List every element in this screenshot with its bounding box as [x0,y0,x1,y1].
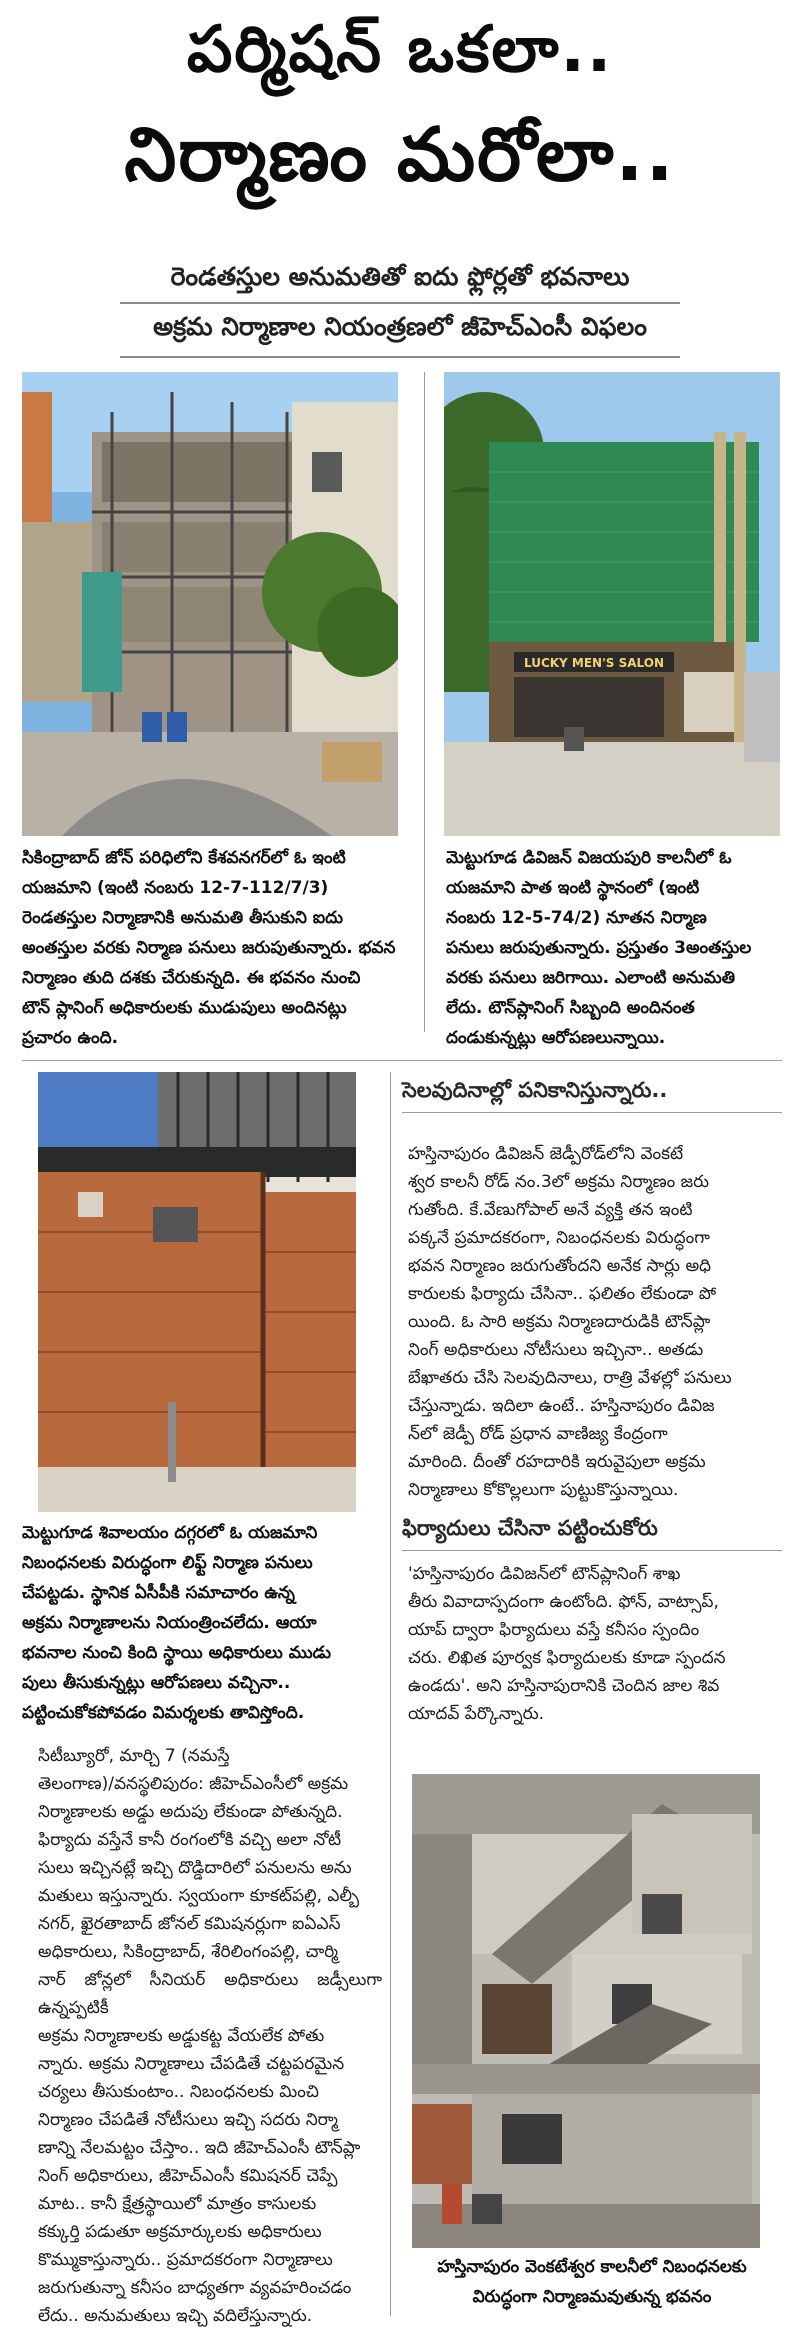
caption-photo-1 [22,843,400,1053]
body-line: యాదవ్ పేర్కొన్నారు. [408,1704,545,1724]
photo-partially-built-house [412,1774,760,2248]
section-title-holiday-work: సెలవుదినాల్లో పనికానిస్తున్నారు.. [402,1078,668,1102]
body-line: నింగ్ అధికారులు, జీహెచ్ఎంసీ కమిషనర్ చెప్పే [38,2166,338,2186]
caption-line: ప్రచారం ఉంది. [22,1028,119,1048]
caption-line: టౌన్ ప్లానింగ్ అధికారులకు ముడుపులు అందినట్లు [22,998,347,1018]
deck-line-2: అక్రమ నిర్మాణాల నియంత్రణలో జీహెచ్ఎంసీ విఫలం [153,312,647,341]
deck-divider [120,302,680,304]
headline-line-1: పర్మిషన్ ఒకలా.. [186,13,614,87]
body-line: నిర్మాణాలు కోకొల్లలుగా పుట్టుకొస్తున్నాయి. [408,1480,679,1500]
body-line: ఫిర్యాదు వస్తేనే కానీ రంగంలోకి వచ్చి అలా నోటీ [38,1830,342,1850]
body-line: నిర్మాణం చేపడితే నోటీసులు ఇచ్చి సదరు నిర్మా [38,2110,338,2130]
body-line: నగర్, ఖైరతాబాద్ జోనల్ కమిషనర్లుగా ఐఏఎస్ [38,1914,341,1934]
body-line: 'హస్తినాపురం డివిజన్‌లో టౌన్‌ప్లానింగ్ శాఖ [408,1564,681,1584]
body-line: సులు ఇచ్చినట్లే ఇచ్చి దొడ్డిదారిలో పనులను అను [38,1858,352,1878]
body-line: యింది. ఓ సారి అక్రమ నిర్మాణదారుడికి టౌన్‌ప్లా [408,1312,711,1332]
section-divider [22,1060,782,1061]
body-line: కొమ్ముకాస్తున్నారు.. ప్రమాదకరంగా నిర్మాణాలు [38,2250,333,2270]
section-title-complaints: ఫిర్యాదులు చేసినా పట్టించుకోరు [402,1516,658,1540]
photo-green-net-building [444,372,780,836]
caption-line: వరకు పనులు జరిగాయి. ఎలాంటి అనుమతి [446,968,736,988]
main-article-body [38,1742,382,2330]
caption-line: మెట్టుగూడ శివాలయం దగ్గరలో ఓ యజమాని [22,1523,318,1543]
caption-line: సికింద్రాబాద్ జోన్ పరిధిలోని కేశవనగర్‌లో ఓ ఇంటి [22,848,346,868]
body-line: నార్ జోన్లలో సీనియర్ అధికారులు జడ్సీలుగా ఉన్నప్పటికీ [38,1970,382,2018]
section-title-underline [402,1550,782,1551]
body-line: సిటీబ్యూరో, మార్చి 7 (నమస్తే [38,1746,230,1766]
deck-line-1: రెండతస్తుల అనుమతితో ఐదు ఫ్లోర్లతో భవనాలు [170,262,630,291]
caption-line: పనులు జరుపుతున్నారు. ప్రస్తుతం 3అంతస్తుల [446,938,752,958]
headline-line-2: నిర్మాణం మరోలా.. [124,112,676,198]
body-line: భవన నిర్మాణం జరుగుతోందని అనేక సార్లు అధి [408,1256,712,1276]
caption-photo-2 [446,843,782,1053]
body-line: అక్రమ నిర్మాణాలకు అడ్డుకట్ట వేయలేక పోతు [38,2026,325,2046]
caption-line: మెట్టుగూడ డివిజన్ విజయపురి కాలనీలో ఓ [446,848,732,868]
caption-line: నిర్మాణం తుది దశకు చేరుకున్నది. ఈ భవనం నుంచి [22,968,361,988]
body-line: లేదు.. అనుమతులు ఇచ్చి వదిలేస్తున్నారు. [38,2306,313,2326]
caption-line: భవనాల నుంచి కింది స్థాయి అధికారులు ముడు [22,1643,332,1663]
body-line: హస్తినాపురం డివిజన్ జెడ్పీరోడ్‌లోని వెంకటే [408,1144,684,1164]
body-line: మాట.. కానీ క్షేత్రస్థాయిలో మాత్రం కాసులకు [38,2194,317,2214]
body-line: చరు. లిఖిత పూర్వక ఫిర్యాదులకు కూడా స్పందన [408,1648,726,1668]
caption-photo-3 [22,1518,400,1728]
body-line: అధికారులు, సికింద్రాబాద్, శేరిలింగంపల్లి, చార్మి [38,1942,339,1962]
section-title-underline [402,1112,782,1113]
caption-line: నిబంధనలకు విరుద్ధంగా లిఫ్ట్ నిర్మాణ పనులు [22,1553,313,1573]
column-divider-lower [390,1072,391,2316]
body-line: చర్యలు తీసుకుంటాం.. నిబంధనలకు మించి [38,2082,319,2102]
body-line: యాప్ ద్వారా ఫిర్యాదులు వస్తే కనీసం స్పందిం [408,1620,700,1640]
body-line: నిర్మాణాలకు అడ్డు అదుపు లేకుండా పోతున్నది. [38,1802,343,1822]
section-body-complaints [408,1560,762,1728]
body-line: చేస్తున్నాడు. ఇదిలా ఉంటే.. హస్తినాపురం డివిజ [408,1396,715,1416]
caption-line: పట్టించుకోకపోవడం విమర్శలకు తావిస్తోంది. [22,1703,305,1723]
body-line: కక్కుర్తి పడుతూ అక్రమార్కులకు అధికారులు [38,2222,322,2242]
column-divider [424,372,425,1032]
body-line: న్నారు. అక్రమ నిర్మాణాలు చేపడితే చట్టపరమైన [38,2054,345,2074]
caption-line: పులు తీసుకున్నట్లు ఆరోపణలు వచ్చినా.. [22,1673,291,1693]
deck-divider-2 [120,356,680,358]
body-line: ఉండదు'. అని హస్తినాపురానికి చెందిన జాల శివ [408,1676,720,1696]
body-line: మతులు ఇస్తున్నారు. స్వయంగా కూకట్‌పల్లి, ఎల్బీ [38,1886,359,1906]
photo-metal-gate [38,1072,356,1512]
caption-photo-4 [412,2252,772,2312]
body-line: మారింది. దీంతో రహదారికి ఇరువైపులా అక్రమ [408,1452,706,1472]
body-line: న్‌లో జెడ్పీ రోడ్ ప్రధాన వాణిజ్య కేంద్రంగా [408,1424,668,1444]
caption-line: యజమాని (ఇంటి నంబరు 12-7-112/7/3) [22,878,329,898]
salon-sign: LUCKY MEN'S SALON [523,656,665,670]
caption-line: విరుద్ధంగా నిర్మాణమవుతున్న భవనం [472,2287,712,2307]
caption-line: చేపట్టడు. స్థానిక ఏసీపీకి సమాచారం ఉన్న [22,1583,295,1603]
body-line: శ్వర కాలనీ రోడ్ నం.3లో అక్రమ నిర్మాణం జరు [408,1172,710,1192]
body-line: తెలంగాణ)/వనస్థలిపురం: జీహెచ్ఎంసీలో అక్రమ [38,1774,349,1794]
caption-line: అక్రమ నిర్మాణాలను నియంత్రించలేదు. ఆయా [22,1613,317,1633]
caption-line: రెండతస్తుల నిర్మాణానికి అనుమతి తీసుకుని ఐదు [22,908,344,928]
section-body-holiday-work [408,1140,762,1504]
photo-under-construction-building [22,372,398,836]
body-line: నింగ్ అధికారులు నోటీసులు ఇచ్చినా.. అతడు [408,1340,704,1360]
caption-line: లేదు. టౌన్‌ప్లానింగ్ సిబ్బంది అందినంత [446,998,695,1018]
body-line: ణాన్ని నేలమట్టం చేస్తాం.. ఇది జీహెచ్ఎంసీ టౌన్‌ప్లా [38,2138,361,2158]
caption-line: హస్తినాపురం వెంకటేశ్వర కాలనీలో నిబంధనలకు [437,2257,747,2277]
body-line: జరుగుతున్నా కనీసం బాధ్యతగా వ్యవహరించడం [38,2278,352,2298]
body-line: గుతోంది. కే.వేణుగోపాల్ అనే వ్యక్తి తన ఇంటి [408,1200,693,1220]
body-line: కారులకు ఫిర్యాదు చేసినా.. ఫలితం లేకుండా పో [408,1284,717,1304]
body-line: బేఖాతరు చేసి సెలవుదినాలు, రాత్రి వేళల్లో పనులు [408,1368,732,1388]
caption-line: అంతస్తుల వరకు నిర్మాణ పనులు జరుపుతున్నారు. భవన [22,938,396,958]
caption-line: యజమాని పాత ఇంటి స్థానంలో (ఇంటి [446,878,700,898]
caption-line: నంబరు 12-5-74/2) నూతన నిర్మాణ [446,908,707,928]
body-line: తీరు వివాదాస్పదంగా ఉంటోంది. ఫోన్, వాట్సాప్, [408,1592,719,1612]
body-line: పక్కనే ప్రమాదకరంగా, నిబంధనలకు విరుద్ధంగా [408,1228,710,1248]
caption-line: దండుకున్నట్లు ఆరోపణలున్నాయి. [446,1028,666,1048]
